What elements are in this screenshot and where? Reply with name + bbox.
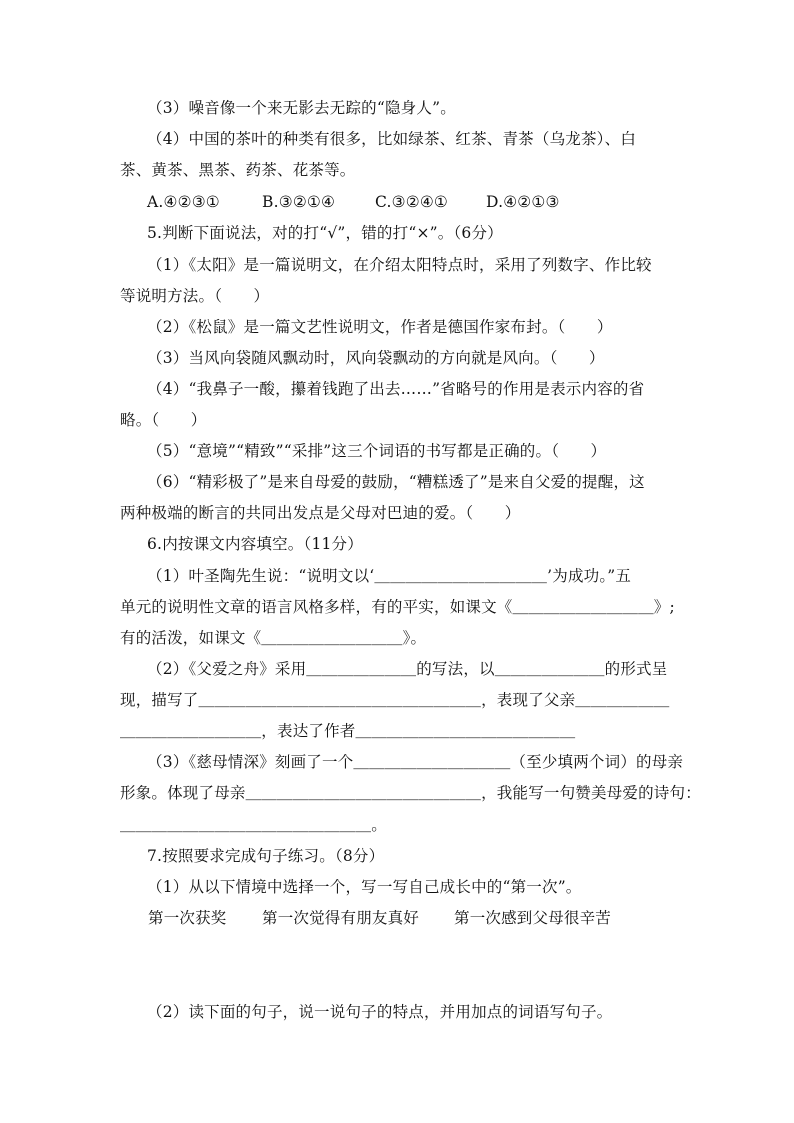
q4-choice-b: B.③②①④	[262, 193, 336, 211]
q6-part-2-line1: （2）《父爱之舟》采用＿＿＿＿＿＿＿的写法，以＿＿＿＿＿＿＿的形式呈	[147, 660, 668, 678]
q4-choice-c: C.③②④①	[375, 193, 449, 211]
q7-option-1: 第一次获奖	[148, 909, 227, 927]
q5-statement-1-line1: （1）《太阳》是一篇说明文，在介绍太阳特点时，采用了列数字、作比较	[147, 256, 652, 274]
q7-part-1: （1）从以下情境中选择一个，写一写自己成长中的“第一次”。	[147, 878, 582, 896]
q6-part-2-line3: ＿＿＿＿＿＿＿＿＿，表达了作者＿＿＿＿＿＿＿＿＿＿＿＿＿＿	[120, 722, 576, 740]
q6-part-3-line2: 形象。体现了母亲＿＿＿＿＿＿＿＿＿＿＿＿＿＿＿，我能写一句赞美母爱的诗句：	[120, 784, 701, 802]
q7-option-3: 第一次感到父母很辛苦	[454, 909, 612, 927]
q7-part-2: （2）读下面的句子，说一说句子的特点，并用加点的词语写句子。	[147, 1003, 613, 1021]
q4-item-3: （3）噪音像一个来无影去无踪的“隐身人”。	[147, 99, 456, 117]
q5-statement-4-line2: 略。（ ）	[120, 411, 207, 429]
q6-part-1-line2: 单元的说明性文章的语言风格多样，有的平实，如课文《＿＿＿＿＿＿＿＿＿》;	[120, 598, 675, 616]
q6-title: 6.内按课文内容填空。（11分）	[147, 535, 363, 553]
q6-part-3-line1: （3）《慈母情深》刻画了一个＿＿＿＿＿＿＿＿＿＿（至少填两个词）的母亲	[147, 753, 684, 771]
q6-part-1-line1: （1）叶圣陶先生说：“说明文以‘＿＿＿＿＿＿＿＿＿＿＿’为成功。”五	[147, 567, 632, 585]
q5-statement-6-line1: （6）“精彩极了”是来自母爱的鼓励，“糟糕透了”是来自父爱的提醒，这	[147, 473, 645, 491]
q5-statement-2: （2）《松鼠》是一篇文艺性说明文，作者是德国作家布封。（ ）	[147, 318, 613, 336]
q5-statement-5: （5）“意境”“精致”“采排”这三个词语的书写都是正确的。（ ）	[147, 442, 607, 460]
q6-part-2-line2: 现，描写了＿＿＿＿＿＿＿＿＿＿＿＿＿＿＿＿＿＿，表现了父亲＿＿＿＿＿＿	[120, 691, 670, 709]
q7-title: 7.按照要求完成句子练习。（8分）	[147, 847, 385, 865]
q5-statement-1-line2: 等说明方法。（ ）	[120, 287, 270, 305]
q7-option-2: 第一次觉得有朋友真好	[262, 909, 420, 927]
q5-statement-3: （3）当风向袋随风飘动时，风向袋飘动的方向就是风向。（ ）	[147, 349, 605, 367]
q4-item-4-line1: （4）中国的茶叶的种类有很多，比如绿茶、红茶、青茶（乌龙茶）、白	[147, 130, 637, 148]
q6-part-1-line3: 有的活泼，如课文《＿＿＿＿＿＿＿＿＿》。	[120, 629, 427, 647]
q5-statement-4-line1: （4）“我鼻子一酸，攥着钱跑了出去……”省略号的作用是表示内容的省	[147, 380, 645, 398]
q4-item-4-line2: 茶、黄茶、黑茶、药茶、花茶等。	[120, 161, 356, 179]
q5-statement-6-line2: 两种极端的断言的共同出发点是父母对巴迪的爱。（ ）	[120, 504, 521, 522]
q4-choice-d: D.④②①③	[486, 193, 560, 211]
q5-title: 5.判断下面说法，对的打“√”，错的打“×”。（6分）	[147, 224, 503, 242]
q4-choice-a: A.④②③①	[147, 193, 220, 211]
q6-part-3-line3: ＿＿＿＿＿＿＿＿＿＿＿＿＿＿＿＿。	[120, 816, 387, 834]
